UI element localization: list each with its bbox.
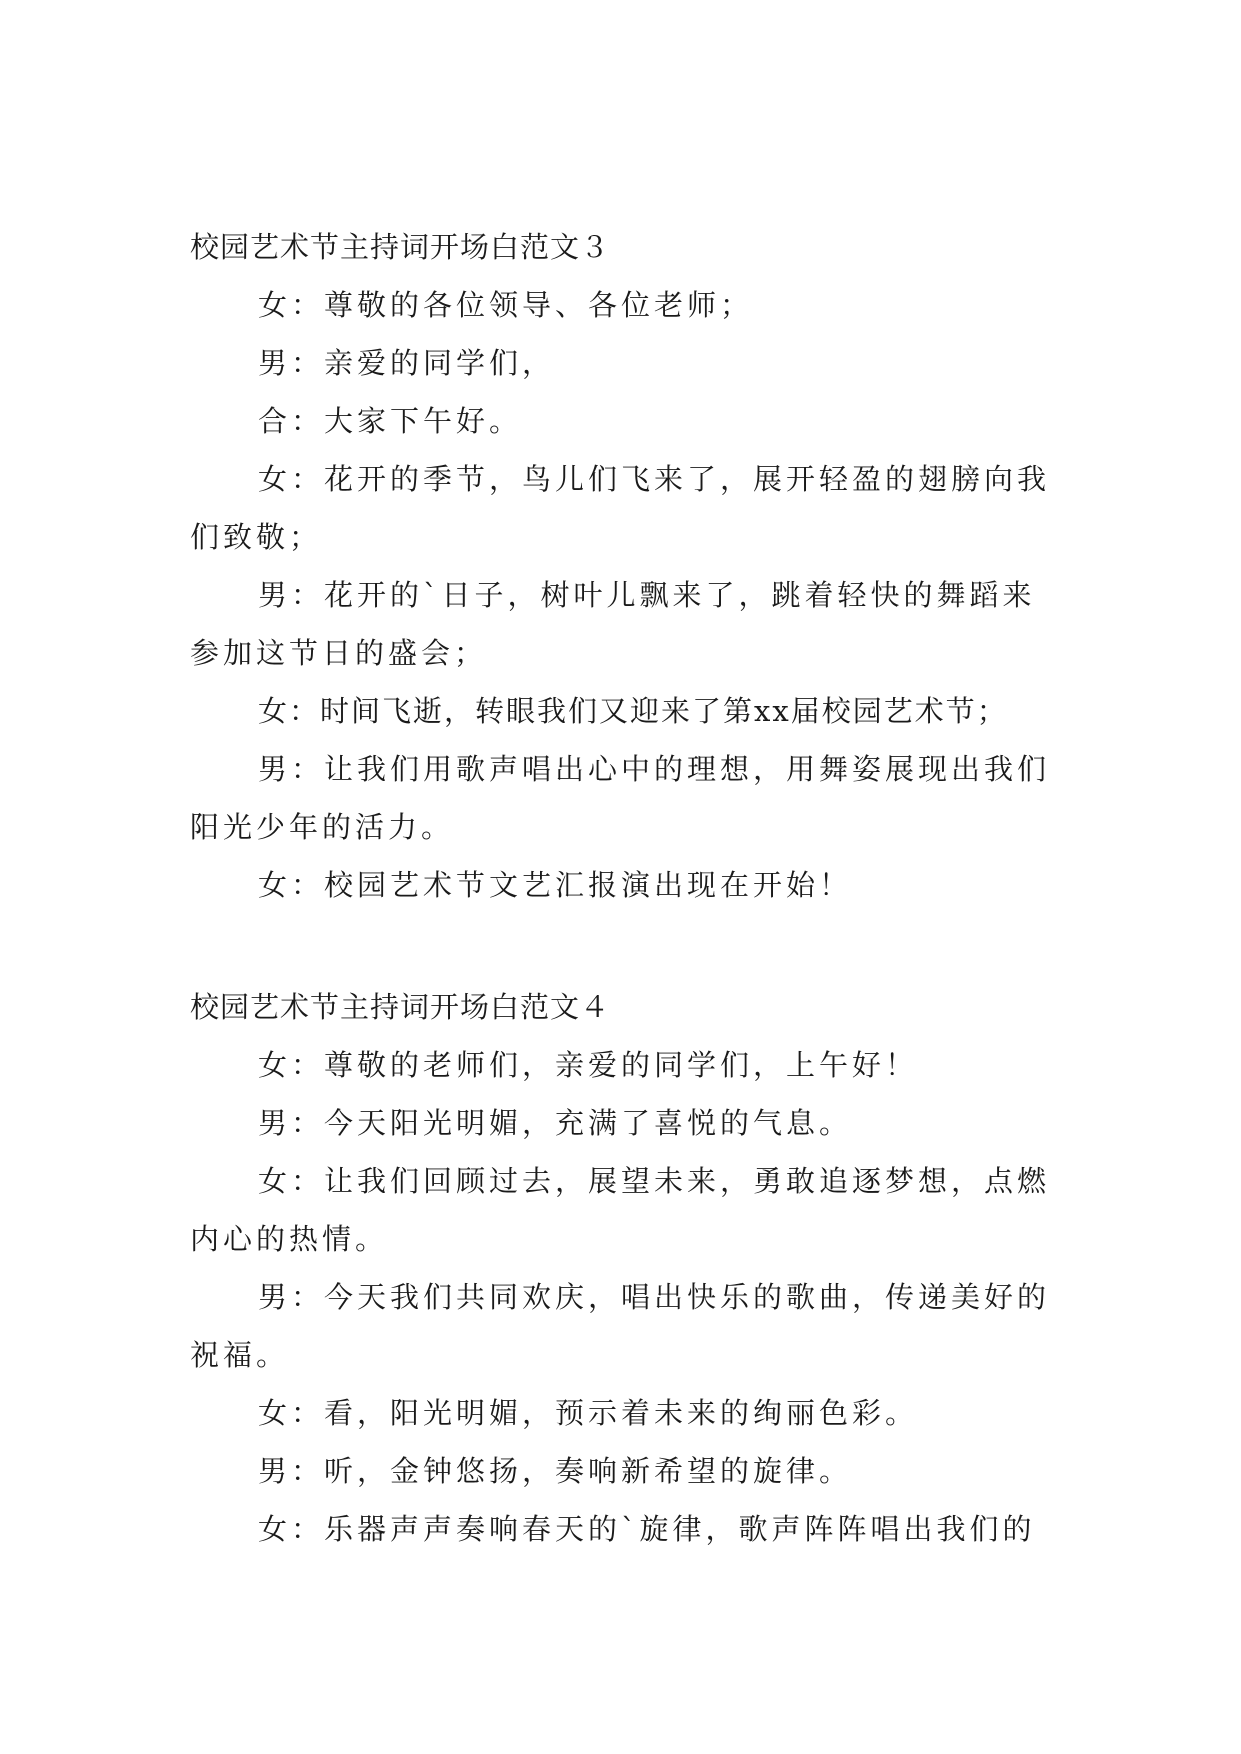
dialogue-line: 女：尊敬的各位领导、各位老师； — [258, 288, 754, 322]
dialogue-line: 男：今天我们共同欢庆，唱出快乐的歌曲，传递美好的祝福。 — [190, 1280, 1051, 1372]
dialogue-line: 女：尊敬的老师们，亲爱的同学们，上午好！ — [258, 1048, 919, 1082]
dialogue-line: 女：时间飞逝，转眼我们又迎来了第xx届校园艺术节； — [258, 694, 1008, 728]
section-title: 校园艺术节主持词开场白范文４ — [190, 990, 611, 1024]
section-3 — [190, 218, 1060, 914]
dialogue-line: 男：今天阳光明媚，充满了喜悦的气息。 — [258, 1106, 853, 1140]
dialogue-line: 男：让我们用歌声唱出心中的理想，用舞姿展现出我们阳光少年的活力。 — [190, 752, 1051, 844]
dialogue-line: 男：花开的`日子，树叶儿飘来了，跳着轻快的舞蹈来参加这节日的盛会； — [190, 578, 1036, 670]
dialogue-line: 女：看，阳光明媚，预示着未来的绚丽色彩。 — [258, 1396, 919, 1430]
dialogue-line: 男：亲爱的同学们， — [258, 346, 556, 380]
dialogue-line: 合：大家下午好。 — [258, 404, 523, 438]
dialogue-line: 女：花开的季节，鸟儿们飞来了，展开轻盈的翅膀向我们致敬； — [190, 462, 1051, 554]
dialogue-line: 女：让我们回顾过去，展望未来，勇敢追逐梦想，点燃内心的热情。 — [190, 1164, 1051, 1256]
dialogue-line: 女：乐器声声奏响春天的`旋律，歌声阵阵唱出我们的 — [258, 1512, 1036, 1546]
dialogue-line: 女：校园艺术节文艺汇报演出现在开始！ — [258, 868, 853, 902]
section-title: 校园艺术节主持词开场白范文３ — [190, 230, 611, 264]
dialogue-line: 男：听，金钟悠扬，奏响新希望的旋律。 — [258, 1454, 853, 1488]
section-4 — [190, 978, 1060, 1558]
